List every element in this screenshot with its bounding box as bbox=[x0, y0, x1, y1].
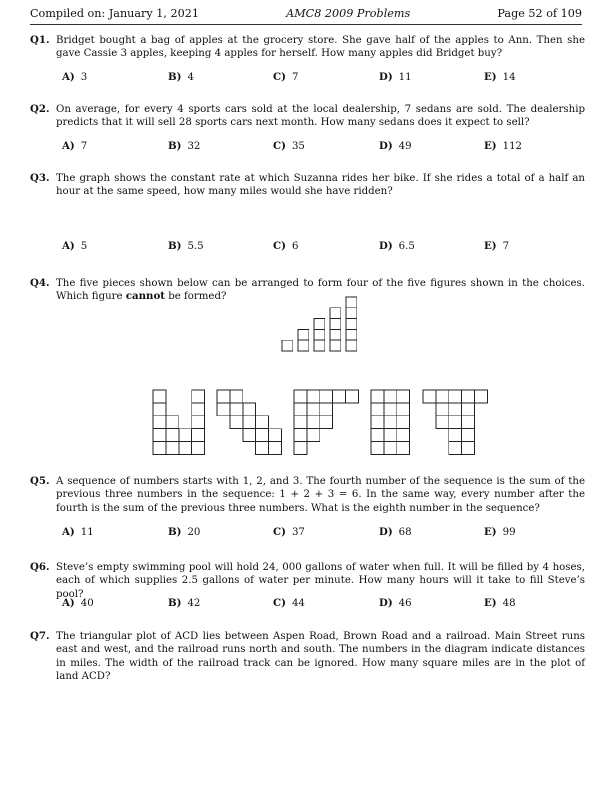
question-number: Q7. bbox=[30, 630, 50, 642]
piece-5 bbox=[346, 297, 357, 351]
choice-d[interactable]: D) 49 bbox=[379, 140, 412, 152]
choice-a[interactable]: A) 7 bbox=[62, 140, 88, 152]
question-text: The five pieces shown below can be arranged to form four of the five figures shown in the choices. Which figure cannot be formed? bbox=[56, 278, 585, 303]
question-2 bbox=[30, 103, 585, 130]
question-text: Steve’s empty swimming pool will hold 24, 000 gallons of water when full. It will be filled by 4 hoses, each of which supplies 2.5 gallons of water per minute. How many hours will it take to fill Steve’s pool? bbox=[56, 562, 585, 600]
question-text: On average, for every 4 sports cars sold at the local dealership, 7 sedans are sold. The dealership predicts that it will sell 28 sports cars next month. How many sedans does it expect to sell? bbox=[56, 104, 585, 129]
choice-a[interactable]: A) 3 bbox=[62, 71, 88, 83]
page-header bbox=[30, 7, 582, 25]
choice-c[interactable]: C) 37 bbox=[273, 526, 305, 538]
question-number: Q3. bbox=[30, 172, 50, 184]
choice-b[interactable]: B) 20 bbox=[168, 526, 201, 538]
choice-d[interactable]: D) 6.5 bbox=[379, 240, 415, 252]
piece-4 bbox=[330, 308, 341, 351]
choice-e[interactable]: E) 48 bbox=[484, 597, 516, 609]
compiled-date: Compiled on: January 1, 2021 bbox=[30, 7, 199, 20]
document-title: AMC8 2009 Problems bbox=[286, 7, 411, 20]
choice-c[interactable]: C) 44 bbox=[273, 597, 305, 609]
answer-choices-q6 bbox=[62, 597, 602, 611]
choice-b[interactable]: B) 42 bbox=[168, 597, 201, 609]
choice-e[interactable]: E) 112 bbox=[484, 140, 523, 152]
figure-a bbox=[153, 390, 205, 455]
figure-c bbox=[294, 390, 359, 455]
choice-e[interactable]: E) 7 bbox=[484, 240, 510, 252]
question-text: A sequence of numbers starts with 1, 2, and 3. The fourth number of the sequence is the sum of the previous three numbers in the sequence: 1 + 2 + 3 = 6. In the same way, every number after the fourth is the sum of the previous three numbers. What is the eighth number in the sequence? bbox=[56, 476, 585, 514]
answer-choices-q3 bbox=[62, 240, 602, 254]
question-number: Q1. bbox=[30, 34, 50, 46]
figure-e bbox=[423, 390, 488, 455]
question-4 bbox=[30, 277, 585, 304]
answer-choices-q5 bbox=[62, 526, 602, 540]
question-number: Q6. bbox=[30, 561, 50, 573]
question-6 bbox=[30, 561, 585, 601]
piece-2 bbox=[298, 329, 309, 351]
figure-b bbox=[217, 390, 282, 455]
piece-1 bbox=[282, 340, 293, 351]
figure-d bbox=[371, 390, 410, 455]
choice-a[interactable]: A) 40 bbox=[62, 597, 94, 609]
choice-b[interactable]: B) 5.5 bbox=[168, 240, 204, 252]
choice-e[interactable]: E) 99 bbox=[484, 526, 516, 538]
choice-a[interactable]: A) 5 bbox=[62, 240, 88, 252]
question-number: Q5. bbox=[30, 475, 50, 487]
piece-3 bbox=[314, 319, 325, 351]
choice-b[interactable]: B) 32 bbox=[168, 140, 201, 152]
choice-d[interactable]: D) 46 bbox=[379, 597, 412, 609]
question-text: Bridget bought a bag of apples at the grocery store. She gave half of the apples to Ann. Then she gave Cassie 3 apples, keeping 4 apples for herself. How many apples did Bridget buy? bbox=[56, 35, 585, 60]
question-number: Q2. bbox=[30, 103, 50, 115]
question-5 bbox=[30, 475, 585, 515]
choice-e[interactable]: E) 14 bbox=[484, 71, 516, 83]
page-number: Page 52 of 109 bbox=[497, 7, 582, 20]
question-number: Q4. bbox=[30, 277, 50, 289]
choice-d[interactable]: D) 68 bbox=[379, 526, 412, 538]
question-text: The graph shows the constant rate at which Suzanna rides her bike. If she rides a total of a half an hour at the same speed, how many miles would she have ridden? bbox=[56, 173, 585, 198]
choice-c[interactable]: C) 35 bbox=[273, 140, 305, 152]
question-7 bbox=[30, 630, 585, 683]
choice-b[interactable]: B) 4 bbox=[168, 71, 194, 83]
choice-c[interactable]: C) 6 bbox=[273, 240, 299, 252]
choice-d[interactable]: D) 11 bbox=[379, 71, 412, 83]
answer-choices-q1 bbox=[62, 71, 602, 85]
choice-a[interactable]: A) 11 bbox=[62, 526, 94, 538]
question-text: The triangular plot of ACD lies between Aspen Road, Brown Road and a railroad. Main Street runs east and west, and the railroad runs north and south. The numbers in the diagram indicate distances in miles. The width of the railroad track can be ignored. How many square miles are in the plot of land ACD? bbox=[56, 631, 585, 682]
question-1 bbox=[30, 34, 585, 61]
choice-c[interactable]: C) 7 bbox=[273, 71, 299, 83]
answer-choices-q2 bbox=[62, 140, 602, 154]
question-3 bbox=[30, 172, 585, 199]
